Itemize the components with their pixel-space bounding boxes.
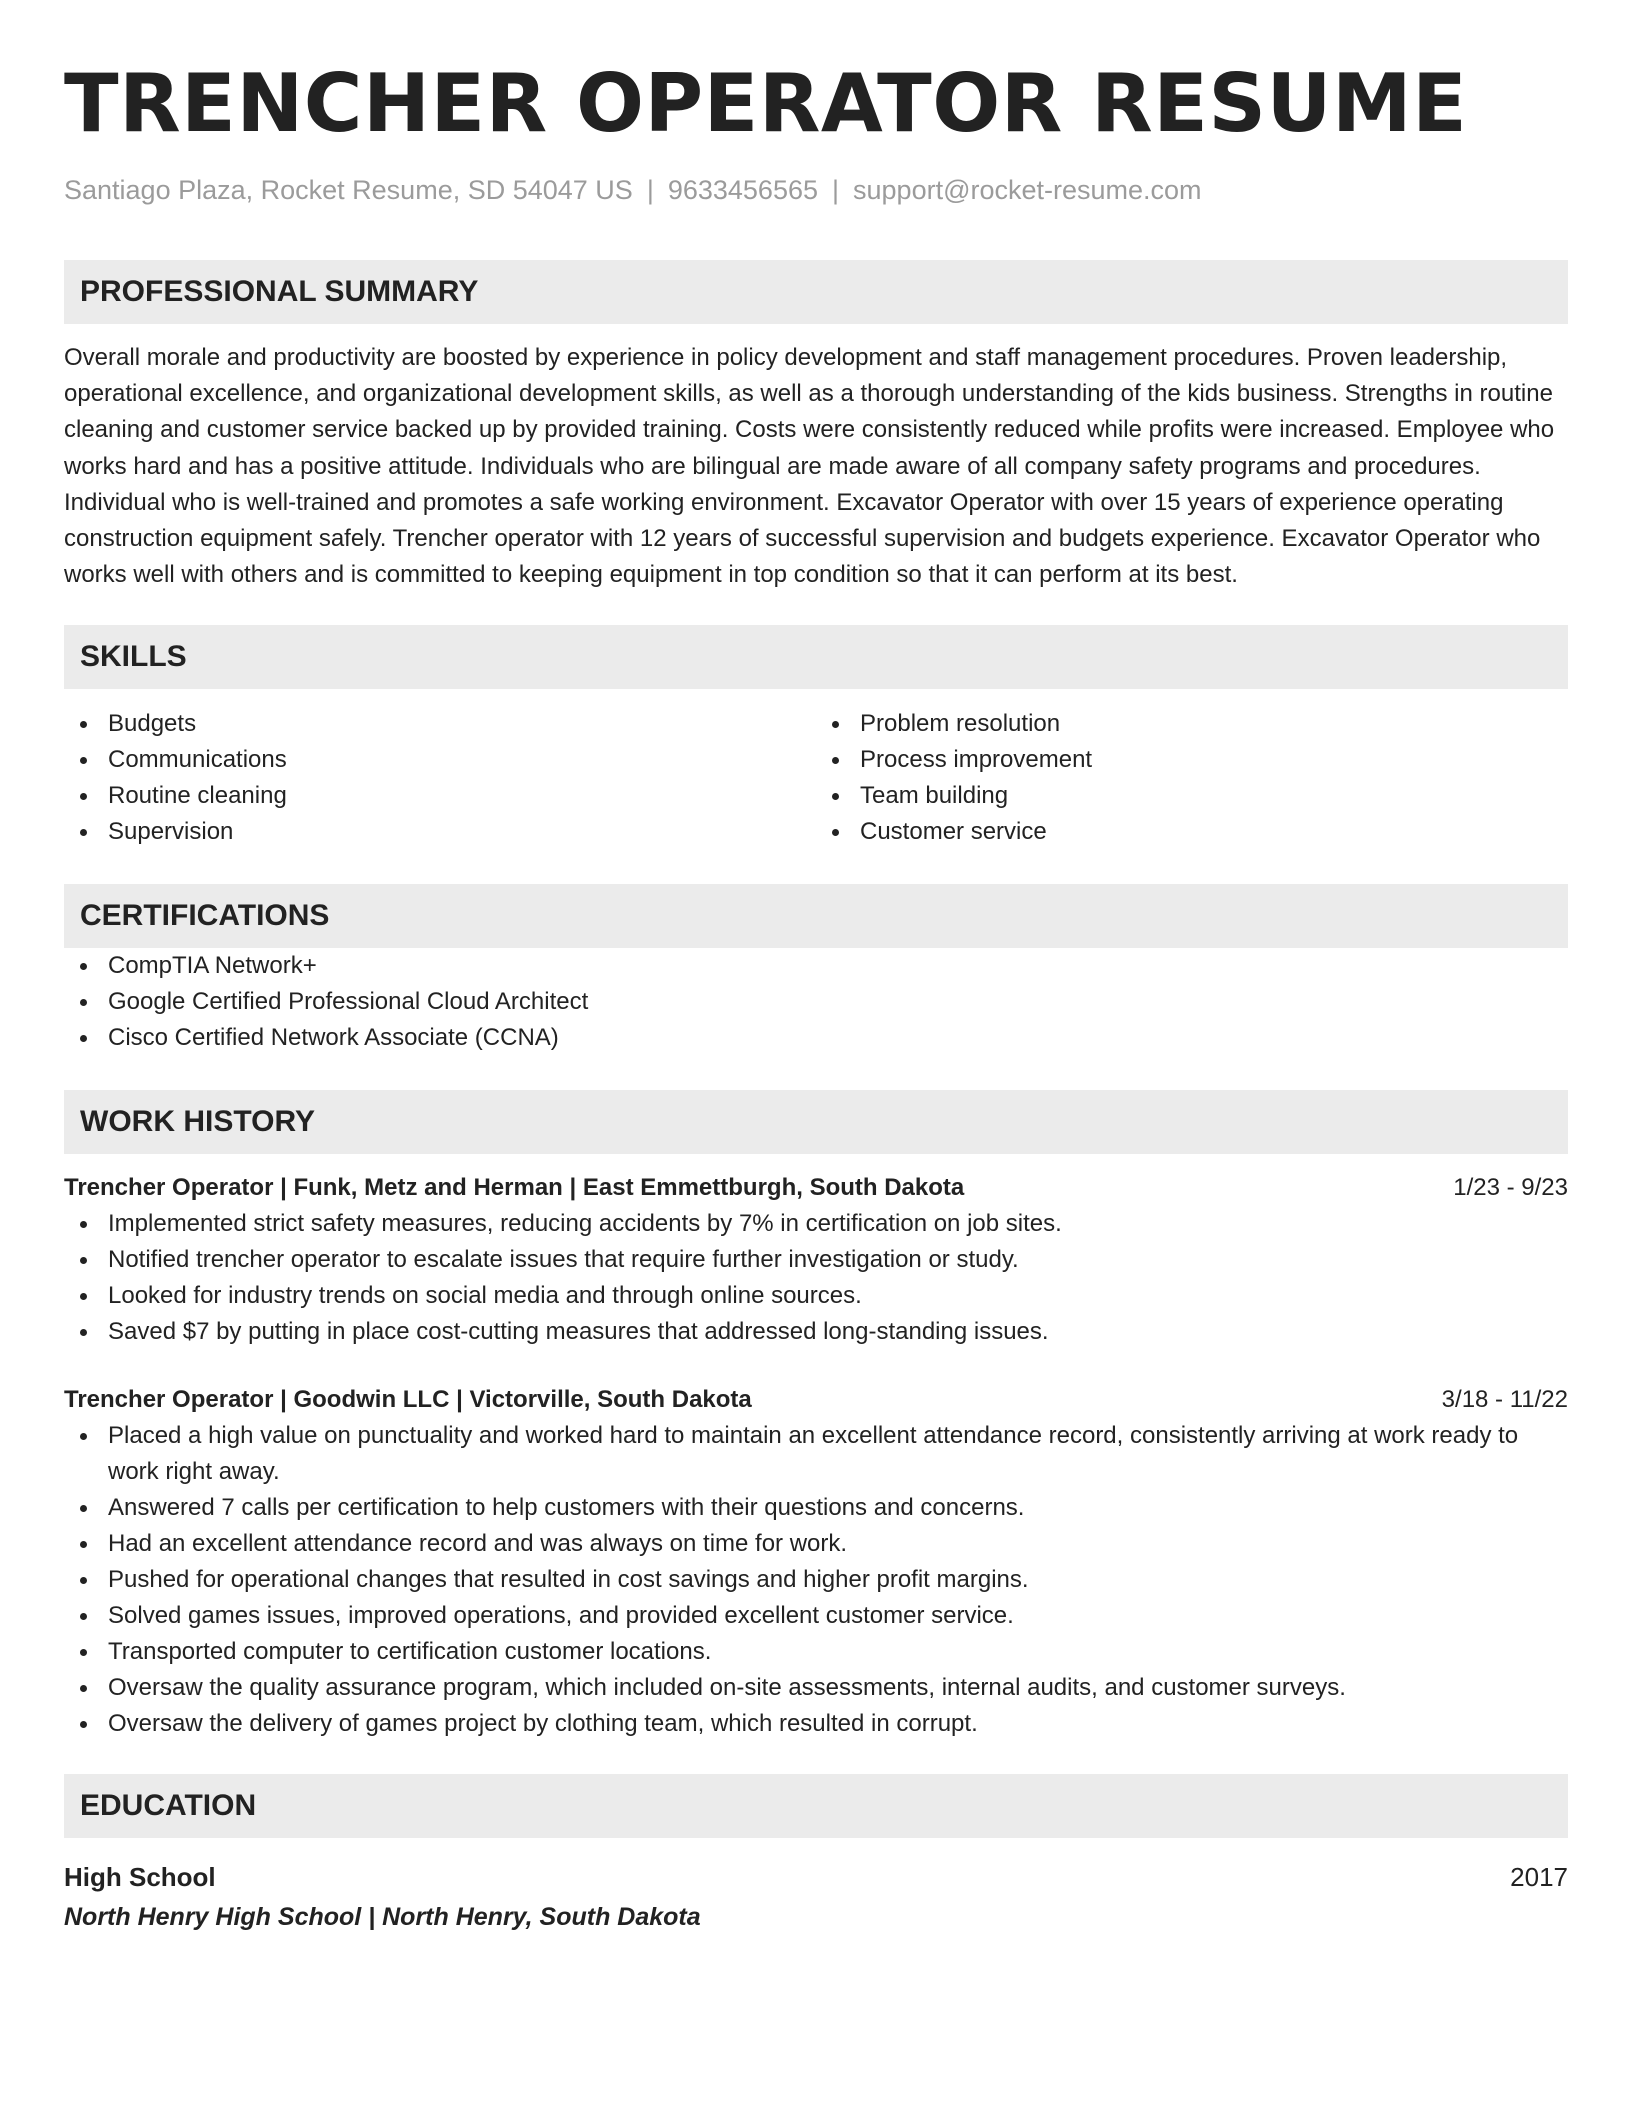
contact-line [64, 172, 1568, 208]
job-bullets [64, 1418, 1568, 1742]
job-bullet: Notified trencher operator to escalate issues that require further investigation or study. [64, 1242, 1568, 1278]
section-header-education: EDUCATION [64, 1774, 1568, 1838]
job-entry [64, 1170, 1568, 1350]
education-header [64, 1858, 1568, 1896]
skills-column-left [64, 706, 816, 850]
job-dates: 3/18 - 11/22 [1441, 1386, 1568, 1414]
skills-column-right [816, 706, 1568, 850]
job-header [64, 1382, 1568, 1418]
job-title: Trencher Operator | Funk, Metz and Herman | East Emmettburgh, South Dakota [64, 1174, 965, 1202]
job-bullet: Placed a high value on punctuality and worked hard to maintain an excellent attendance record, consistently arriving at work ready to work right away. [64, 1418, 1568, 1490]
job-bullet: Pushed for operational changes that resulted in cost savings and higher profit margins. [64, 1562, 1568, 1598]
job-dates: 1/23 - 9/23 [1453, 1174, 1568, 1202]
section-header-certifications: CERTIFICATIONS [64, 884, 1568, 948]
resume-title: TRENCHER OPERATOR RESUME [64, 57, 1468, 150]
job-bullet: Answered 7 calls per certification to help customers with their questions and concerns. [64, 1490, 1568, 1526]
job-bullet: Had an excellent attendance record and was always on time for work. [64, 1526, 1568, 1562]
skill-item: Problem resolution [816, 706, 1568, 742]
contact-phone: 9633456565 [667, 175, 818, 205]
section-header-summary: PROFESSIONAL SUMMARY [64, 260, 1568, 324]
certification-item: CompTIA Network+ [64, 948, 1568, 984]
skill-item: Team building [816, 778, 1568, 814]
contact-email: support@rocket-resume.com [853, 175, 1202, 205]
job-bullet: Saved $7 by putting in place cost-cutting measures that addressed long-standing issues. [64, 1314, 1568, 1350]
skills-list [64, 706, 1568, 850]
skill-item: Process improvement [816, 742, 1568, 778]
skill-item: Budgets [64, 706, 816, 742]
job-header [64, 1170, 1568, 1206]
certification-item: Cisco Certified Network Associate (CCNA) [64, 1020, 1568, 1056]
section-header-skills: SKILLS [64, 625, 1568, 689]
job-bullet: Oversaw the delivery of games project by clothing team, which resulted in corrupt. [64, 1706, 1568, 1742]
job-bullet: Transported computer to certification customer locations. [64, 1634, 1568, 1670]
job-title: Trencher Operator | Goodwin LLC | Victorville, South Dakota [64, 1386, 752, 1414]
certifications-list [64, 948, 1568, 1056]
skill-item: Supervision [64, 814, 816, 850]
skill-item: Communications [64, 742, 816, 778]
section-header-work-history: WORK HISTORY [64, 1090, 1568, 1154]
contact-separator: | [832, 175, 840, 205]
job-bullet: Looked for industry trends on social media and through online sources. [64, 1278, 1568, 1314]
education-school: North Henry High School | North Henry, South Dakota [64, 1903, 701, 1932]
job-bullet: Solved games issues, improved operations, and provided excellent customer service. [64, 1598, 1568, 1634]
job-bullet: Implemented strict safety measures, reducing accidents by 7% in certification on job sites. [64, 1206, 1568, 1242]
contact-separator: | [646, 175, 654, 205]
summary-text: Overall morale and productivity are boosted by experience in policy development and staff management procedures. Proven leadership, operational excellence, and organizational development skills, as well as a thorough understanding of the kids business. Strengths in routine cleaning and customer service backed up by provided training. Costs were consistently reduced while profits were increased. Employee who works hard and has a positive attitude. Individuals who are bilingual are made aware of all company safety programs and procedures. Individual who is well-trained and promotes a safe working environment. Excavator Operator with over 15 years of experience operating construction equipment safely. Trencher operator with 12 years of successful supervision and budgets experience. Excavator Operator who works well with others and is committed to keeping equipment in top condition so that it can perform at its best. [64, 344, 1555, 589]
contact-address: Santiago Plaza, Rocket Resume, SD 54047 US [64, 175, 633, 205]
job-bullets [64, 1206, 1568, 1350]
education-degree: High School [64, 1862, 216, 1893]
job-entry [64, 1382, 1568, 1742]
education-year: 2017 [1510, 1862, 1568, 1893]
skill-item: Customer service [816, 814, 1568, 850]
certification-item: Google Certified Professional Cloud Architect [64, 984, 1568, 1020]
job-bullet: Oversaw the quality assurance program, which included on-site assessments, internal audits, and customer surveys. [64, 1670, 1568, 1706]
skill-item: Routine cleaning [64, 778, 816, 814]
